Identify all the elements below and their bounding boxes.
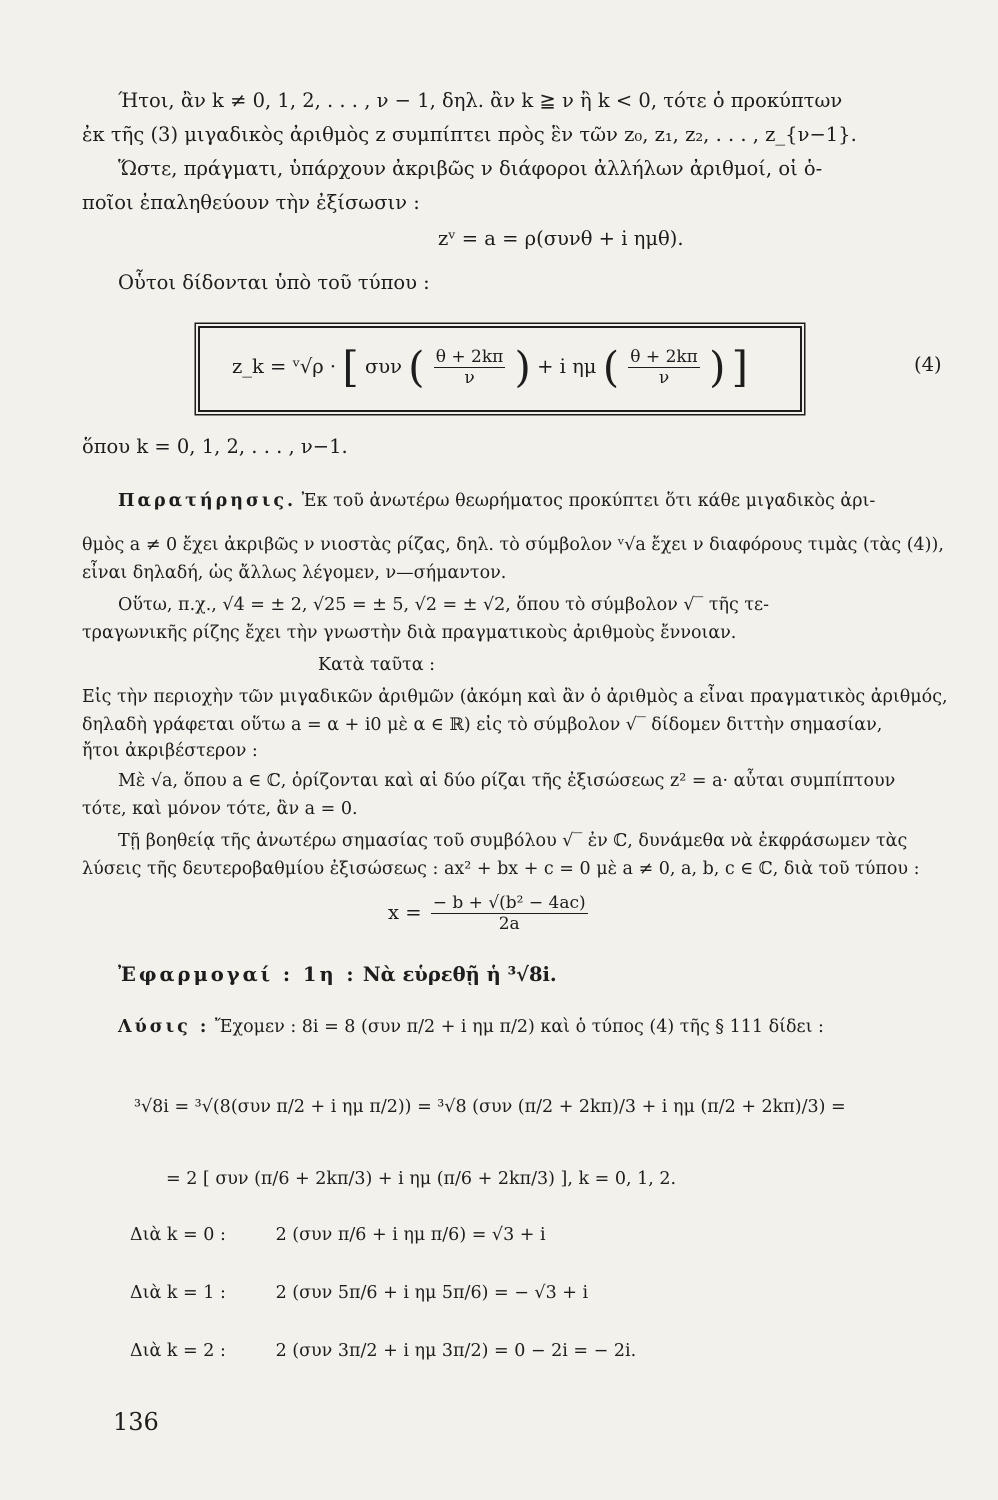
solution-line — [118, 1014, 998, 1040]
case-equation: 2 (συν 3π/2 + i ημ 3π/2) = 0 − 2i = − 2i. — [275, 1341, 637, 1361]
fraction-denominator: ν — [658, 368, 670, 388]
text-line: Μὲ √a, ὅπου a ∈ ℂ, ὁρίζονται καὶ αἱ δύο ρίζαι τῆς ἐξισώσεως z² = a· αὗται συμπίπτουν — [118, 771, 896, 791]
formula-4-left: z_k = ᵛ√ρ · — [232, 355, 337, 378]
application-heading: Ἐφαρμογαί : 1η : — [118, 963, 357, 986]
fraction-numerator: − b + √(b² − 4ac) — [432, 893, 586, 913]
text-line: ποῖοι ἐπαληθεύουν τὴν ἐξίσωσιν : — [82, 191, 420, 214]
text-line: λύσεις τῆς δευτεροβαθμίου ἐξισώσεως : ax² + bx + c = 0 μὲ a ≠ 0, a, b, c ∈ ℂ, διὰ τοῦ τύπου : — [82, 859, 920, 879]
text-line: Οὗτοι δίδονται ὑπὸ τοῦ τύπου : — [118, 271, 430, 294]
quadratic-left: x = — [388, 901, 422, 924]
paren-close: ) — [514, 342, 531, 392]
remark-text: Ἐκ τοῦ ἀνωτέρω θεωρήματος προκύπτει ὅτι κάθε μιγαδικὸς ἀρι- — [301, 491, 876, 511]
text-line: Εἰς τὴν περιοχὴν τῶν μιγαδικῶν ἀριθμῶν (ἀκόμη καὶ ἂν ὁ ἀριθμὸς a εἶναι πραγματικὸς ἀριθμός, — [82, 687, 948, 707]
paren-close: ) — [709, 342, 726, 392]
quadratic-formula — [388, 888, 998, 938]
fraction-denominator: 2a — [498, 914, 520, 934]
fraction-denominator: ν — [464, 368, 475, 388]
fraction-numerator: θ + 2kπ — [435, 347, 504, 367]
case-label: Διὰ k = 1 : — [130, 1283, 226, 1303]
application-text: Νὰ εὑρεθῇ ἡ ³√8i. — [362, 963, 557, 986]
equation-zv: zᵛ = a = ρ(συνθ + i ημθ). — [438, 227, 684, 250]
case-label: Διὰ k = 2 : — [130, 1341, 226, 1361]
equation-label: (4) — [914, 353, 942, 376]
application-line — [118, 962, 998, 988]
page-number: 136 — [113, 1408, 159, 1436]
equation-long-2: = 2 [ συν (π/6 + 2kπ/3) + i ημ (π/6 + 2kπ/3) ], k = 0, 1, 2. — [166, 1169, 677, 1189]
case-k0 — [130, 1222, 998, 1248]
formula-4-fraction — [628, 347, 700, 388]
remark-line — [118, 488, 998, 514]
solution-heading: Λύσις : — [118, 1017, 210, 1037]
case-k2 — [130, 1338, 998, 1364]
text-line: τραγωνικῆς ρίζης ἔχει τὴν γνωστὴν διὰ πραγματικοὺς ἀριθμοὺς ἔννοιαν. — [82, 623, 737, 643]
formula-4-syn: συν — [364, 355, 402, 378]
text-line: εἶναι δηλαδή, ὡς ἄλλως λέγομεν, ν—σήμαντον. — [82, 563, 507, 583]
text-line: Τῇ βοηθείᾳ τῆς ἀνωτέρω σημασίας τοῦ συμβόλου √‾ ἐν ℂ, δυνάμεθα νὰ ἐκφράσωμεν τὰς — [118, 831, 908, 851]
remark-heading: Παρατήρησις. — [118, 491, 297, 511]
bracket-close: ] — [731, 342, 749, 392]
formula-4 — [232, 342, 998, 392]
quadratic-fraction — [431, 893, 588, 934]
case-equation: 2 (συν 5π/6 + i ημ 5π/6) = − √3 + i — [275, 1283, 589, 1303]
paren-open: ( — [602, 342, 620, 392]
equation-long-1: ³√8i = ³√(8(συν π/2 + i ημ π/2)) = ³√8 (συν (π/2 + 2kπ)/3 + i ημ (π/2 + 2kπ)/3) = — [134, 1097, 846, 1117]
formula-4-mid: + i ημ — [537, 355, 597, 378]
fraction-numerator: θ + 2kπ — [630, 347, 698, 367]
text-line: δηλαδὴ γράφεται οὕτω a = α + i0 μὲ α ∈ ℝ) εἰς τὸ σύμβολον √‾ δίδομεν διττὴν σημασίαν, — [82, 715, 883, 735]
text-line: Ήτοι, ἂν k ≠ 0, 1, 2, . . . , ν − 1, δηλ. ἂν k ≧ ν ἢ k < 0, τότε ὁ προκύπτων — [118, 89, 843, 112]
bracket-open: [ — [342, 342, 359, 392]
solution-text: Ἔχομεν : 8i = 8 (συν π/2 + i ημ π/2) καὶ ὁ τύπος (4) τῆς § 111 δίδει : — [214, 1017, 824, 1037]
text-line: Ὥστε, πράγματι, ὑπάρχουν ἀκριβῶς ν διάφοροι ἀλλήλων ἀριθμοί, οἱ ὁ- — [118, 157, 823, 180]
case-k1 — [130, 1280, 998, 1306]
text-line: ἐκ τῆς (3) μιγαδικὸς ἀριθμὸς z συμπίπτει πρὸς ἓν τῶν z₀, z₁, z₂, . . . , z_{ν−1}. — [82, 123, 857, 146]
text-line: ὅπου k = 0, 1, 2, . . . , ν−1. — [82, 435, 348, 458]
text-line: ἤτοι ἀκριβέστερον : — [82, 741, 258, 761]
paren-open: ( — [408, 342, 425, 392]
case-label: Διὰ k = 0 : — [130, 1225, 226, 1245]
text-line: τότε, καὶ μόνον τότε, ἂν a = 0. — [82, 799, 358, 819]
text-line: θμὸς a ≠ 0 ἔχει ἀκριβῶς ν νιοστὰς ρίζας, δηλ. τὸ σύμβολον ᵛ√a ἔχει ν διαφόρους τιμὰς (τὰς (4)), — [82, 535, 944, 555]
text-line: Κατὰ ταῦτα : — [318, 655, 436, 675]
case-equation: 2 (συν π/6 + i ημ π/6) = √3 + i — [275, 1225, 546, 1245]
text-line: Οὕτω, π.χ., √4 = ± 2, √25 = ± 5, √2 = ± √2, ὅπου τὸ σύμβολον √‾ τῆς τε- — [118, 595, 770, 615]
formula-4-fraction — [434, 347, 506, 388]
